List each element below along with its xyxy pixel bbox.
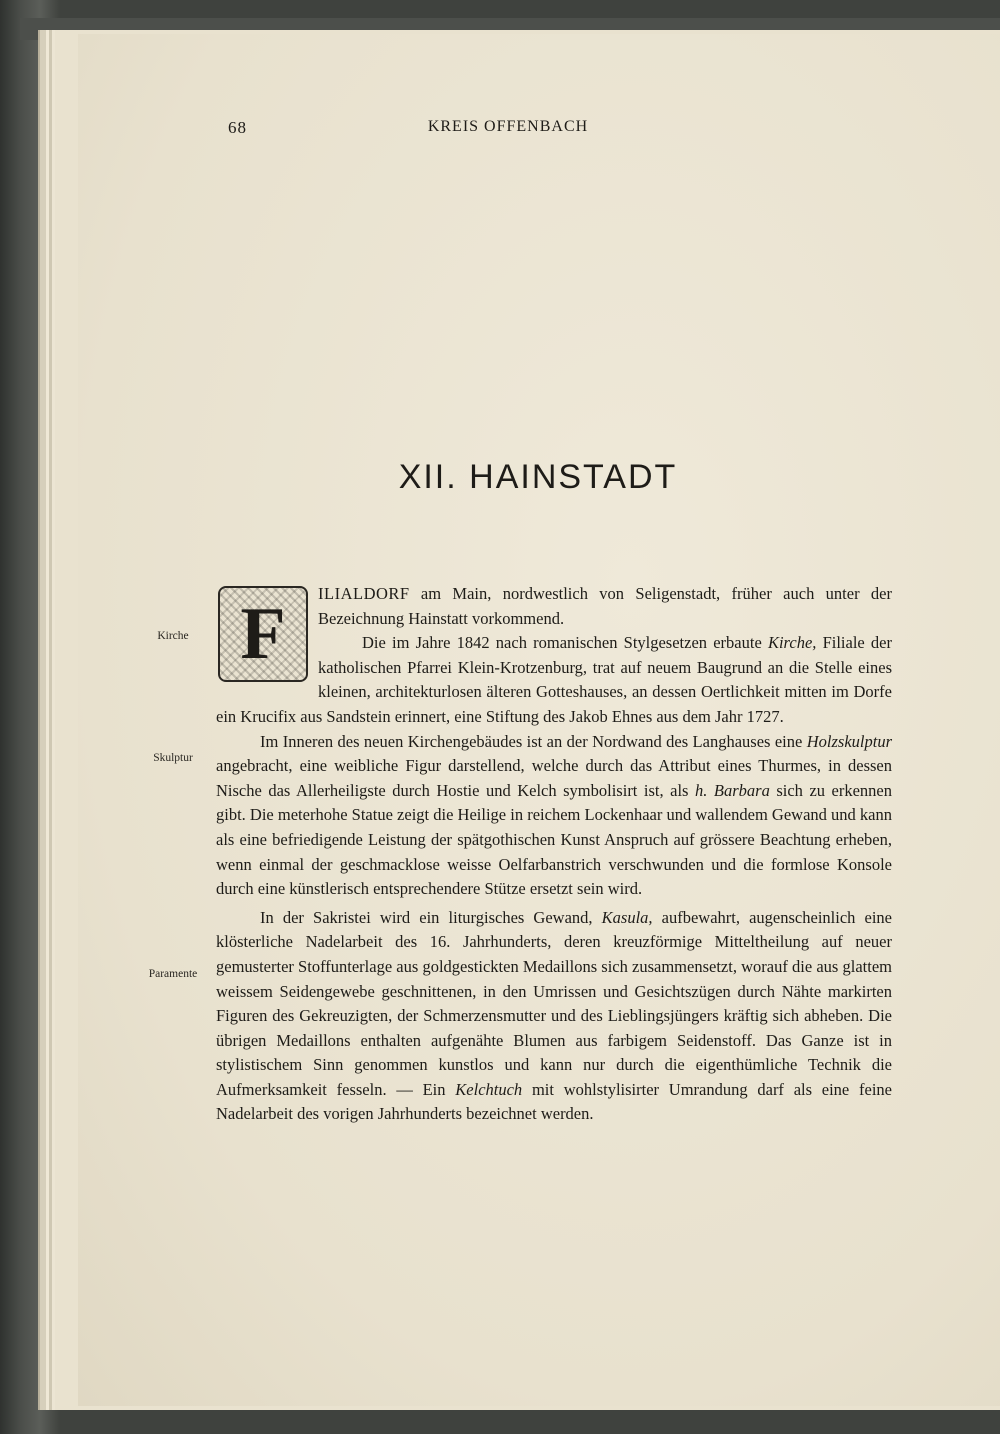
margin-note-kirche: Kirche xyxy=(157,630,189,642)
paragraph-4-text-b: aufbewahrt, augenscheinlich eine klösterliche Nadelarbeit des 16. Jahrhunderts, deren kreuzförmige Mitteltheilung auf neuer gemusterter Stoffunterlage aus goldgestickten Medaillons sich zusammensetzt, worauf die aus glattem weissem Seidengewebe geschnittenen, in den Umrissen und Gesichtszügen durch Nähte markirten Figuren des Gekreuzigten, der Schmerzensmutter und des Lieblingsjüngers kräftig sich abheben. Die übrigen Medaillons enthalten aufgenähte Blumen aus farbigem Seidenstoff. Das Ganze ist in stylistischem Sinn genommen kunstlos und kann nur durch die eigenthümliche Technik die Aufmerksamkeit fesseln. — Ein xyxy=(216,907,893,1099)
chapter-title: XII. HAINSTADT xyxy=(398,458,678,496)
page-number: 68 xyxy=(228,118,247,137)
paragraph-1-start: ILIALDORF xyxy=(318,584,410,603)
paragraph-4-text-c: mit wohlstylisirter Umrandung darf als eine feine Nadelarbeit des vorigen Jahrhunderts bezeichnet werden. xyxy=(216,1079,892,1124)
paragraph-3-italic-1: Holzskulptur xyxy=(806,731,892,751)
paragraph-2 xyxy=(216,631,892,729)
paragraph-3-text-a: Im Inneren des neuen Kirchengebäudes ist an der Nordwand des Langhauses eine xyxy=(260,731,807,751)
paragraph-3-italic-2: h. Barbara xyxy=(695,780,770,800)
paragraph-3-text-c: sich zu erkennen gibt. Die meterhohe Statue zeigt die Heilige in reichem Lockenhaar und wallendem Gewand und kann als eine befriedigende Leistung der spätgothischen Kunst Anspruch auf grössere Beachtung erheben, wenn einmal der geschmacklose weisse Oelfarbanstrich verschwunden und die formlose Konsole durch eine künstlerisch entsprechendere Stütze ersetzt sein wird. xyxy=(216,780,893,899)
body-text xyxy=(216,582,892,1127)
paragraph-2-italic: Kirche, xyxy=(767,633,817,653)
paragraph-1-text: am Main, nordwestlich von Seligenstadt, früher auch unter der Bezeichnung Hainstatt vorkommend. xyxy=(318,584,892,628)
paragraph-4 xyxy=(216,906,892,1127)
ornamental-initial: F xyxy=(218,586,308,682)
margin-note-skulptur: Skulptur xyxy=(153,752,193,764)
paragraph-4-italic-2: Kelchtuch xyxy=(455,1079,523,1099)
paragraph-2-text-a: Die im Jahre 1842 nach romanischen Stylgesetzen erbaute xyxy=(362,633,768,653)
running-title: KREIS OFFENBACH xyxy=(427,118,589,135)
paragraph-2-text-b: Filiale der katholischen Pfarrei Klein-Krotzenburg, trat auf neuem Baugrund an die Stelle eines kleinen, architekturlosen älteren Gotteshauses, an dessen Oertlichkeit mitten im Dorfe ein Krucifix aus Sandstein erinnert, eine Stiftung des Jakob Ehnes aus dem Jahr 1727. xyxy=(216,633,892,726)
paragraph-3-text-b: angebracht, eine weibliche Figur darstellend, welche durch das Attribut eines Thurmes, in dessen Nische das Allerheiligste durch Hostie und Kelch symbolisirt ist, als xyxy=(216,756,892,800)
paragraph-4-text-a: In der Sakristei wird ein liturgisches Gewand, xyxy=(260,907,602,927)
paragraph-3 xyxy=(216,730,892,902)
paragraph-4-italic-1: Kasula, xyxy=(601,907,653,927)
book-page xyxy=(78,34,1000,1406)
margin-note-paramente: Paramente xyxy=(148,968,198,980)
